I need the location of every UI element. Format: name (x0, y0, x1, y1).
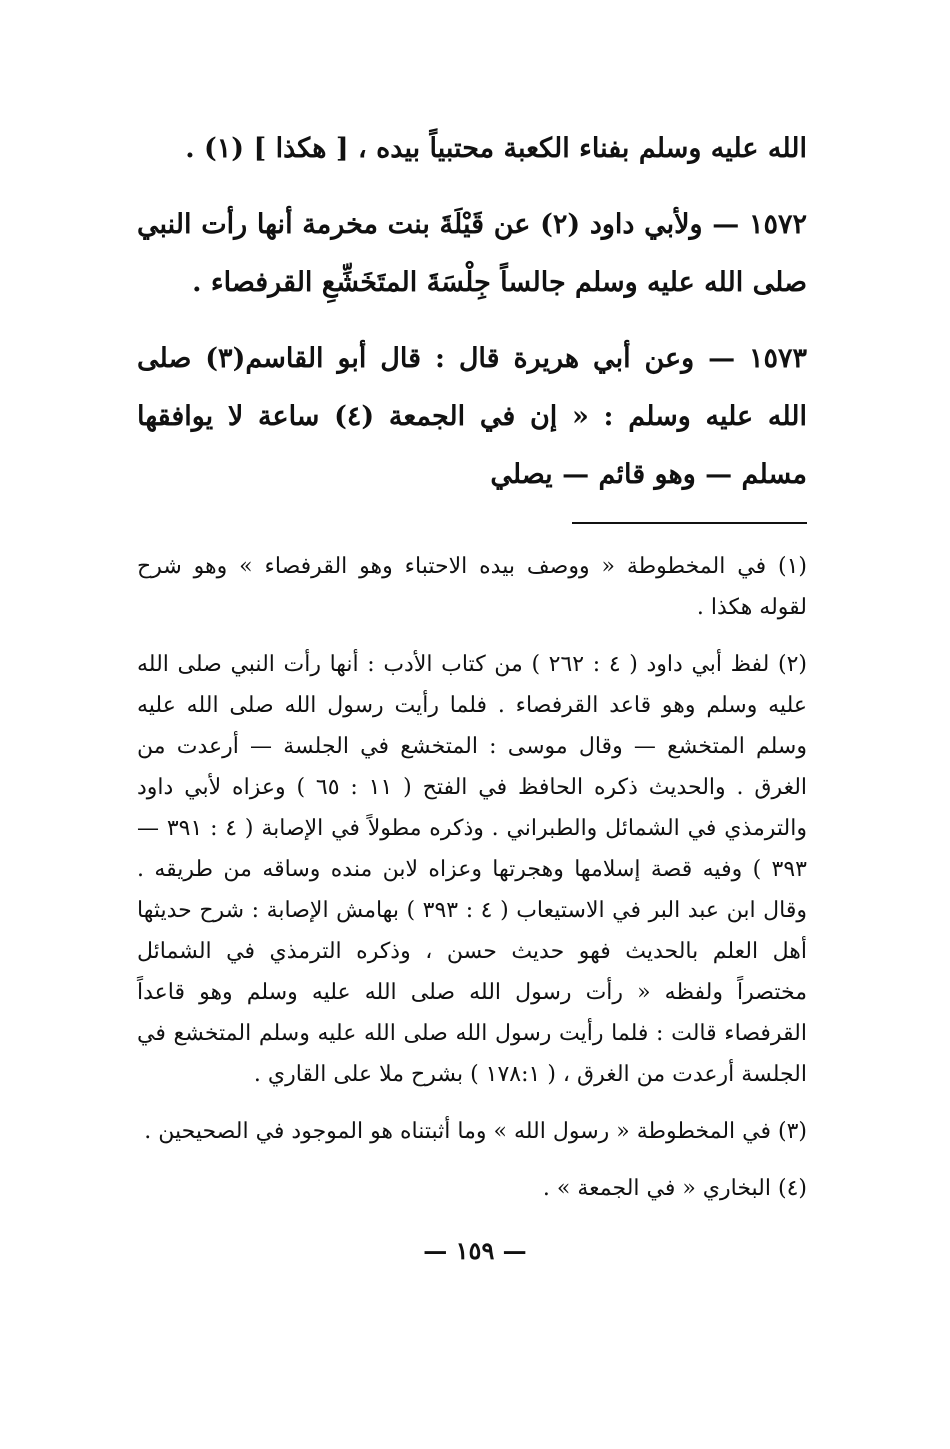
footnote-2: (٢) لفظ أبي داود ( ٤ : ٢٦٢ ) من كتاب الأدب : أنها رأت النبي صلى الله عليه وسلم وهو قاعد القرفصاء . فلما رأيت رسول الله صلى الله عليه وسلم المتخشع — وقال موسى : المتخشع في الجلسة — أرعدت من الغرق . والحديث ذكره الحافظ في الفتح ( ١١ : ٦٥ ) وعزاه لأبي داود والترمذي في الشمائل والطبراني . وذكره مطولاً في الإصابة ( ٤ : ٣٩١ — ٣٩٣ ) وفيه قصة إسلامها وهجرتها وعزاه لابن منده وساقه من طريقه . وقال ابن عبد البر في الاستيعاب ( ٤ : ٣٩٣ ) بهامش الإصابة : شرح حديثها أهل العلم بالحديث فهو حديث حسن ، وذكره الترمذي في الشمائل مختصراً ولفظه « رأت رسول الله صلى الله عليه وسلم وهو قاعداً القرفصاء قالت : فلما رأيت رسول الله صلى الله عليه وسلم المتخشع في الجلسة أرعدت من الغرق ، ( ١٧٨:١ ) بشرح ملا على القاري . (137, 652, 808, 1087)
continuation-paragraph: الله عليه وسلم بفناء الكعبة محتبياً بيده ، [ هكذا ] (١) . (185, 133, 807, 164)
footnote-1: (١) في المخطوطة « ووصف بيده الاحتباء وهو القرفصاء » وهو شرح لقوله هكذا . (137, 554, 807, 620)
page-number: — ١٥٩ — (423, 1236, 527, 1265)
page-body (137, 120, 807, 1225)
hadith-1573: ١٥٧٣ — وعن أبي هريرة قال : قال أبو القاسم(٣) صلى الله عليه وسلم : « إن في الجمعة (٤) ساعة لا يوافقها مسلم — وهو قائم — يصلي (137, 343, 807, 490)
footnotes (137, 546, 807, 1209)
footnote-separator (572, 522, 807, 524)
main-text (137, 120, 807, 504)
footnote-4: (٤) البخاري « في الجمعة » . (542, 1176, 807, 1201)
footnote-3: (٣) في المخطوطة « رسول الله » وما أثبتناه هو الموجود في الصحيحين . (144, 1119, 807, 1144)
hadith-1572: ١٥٧٢ — ولأبي داود (٢) عن قَيْلَةَ بنت مخرمة أنها رأت النبي صلى الله عليه وسلم جالساً جِلْسَةَ المتَخَشِّعِ القرفصاء . (137, 209, 807, 298)
